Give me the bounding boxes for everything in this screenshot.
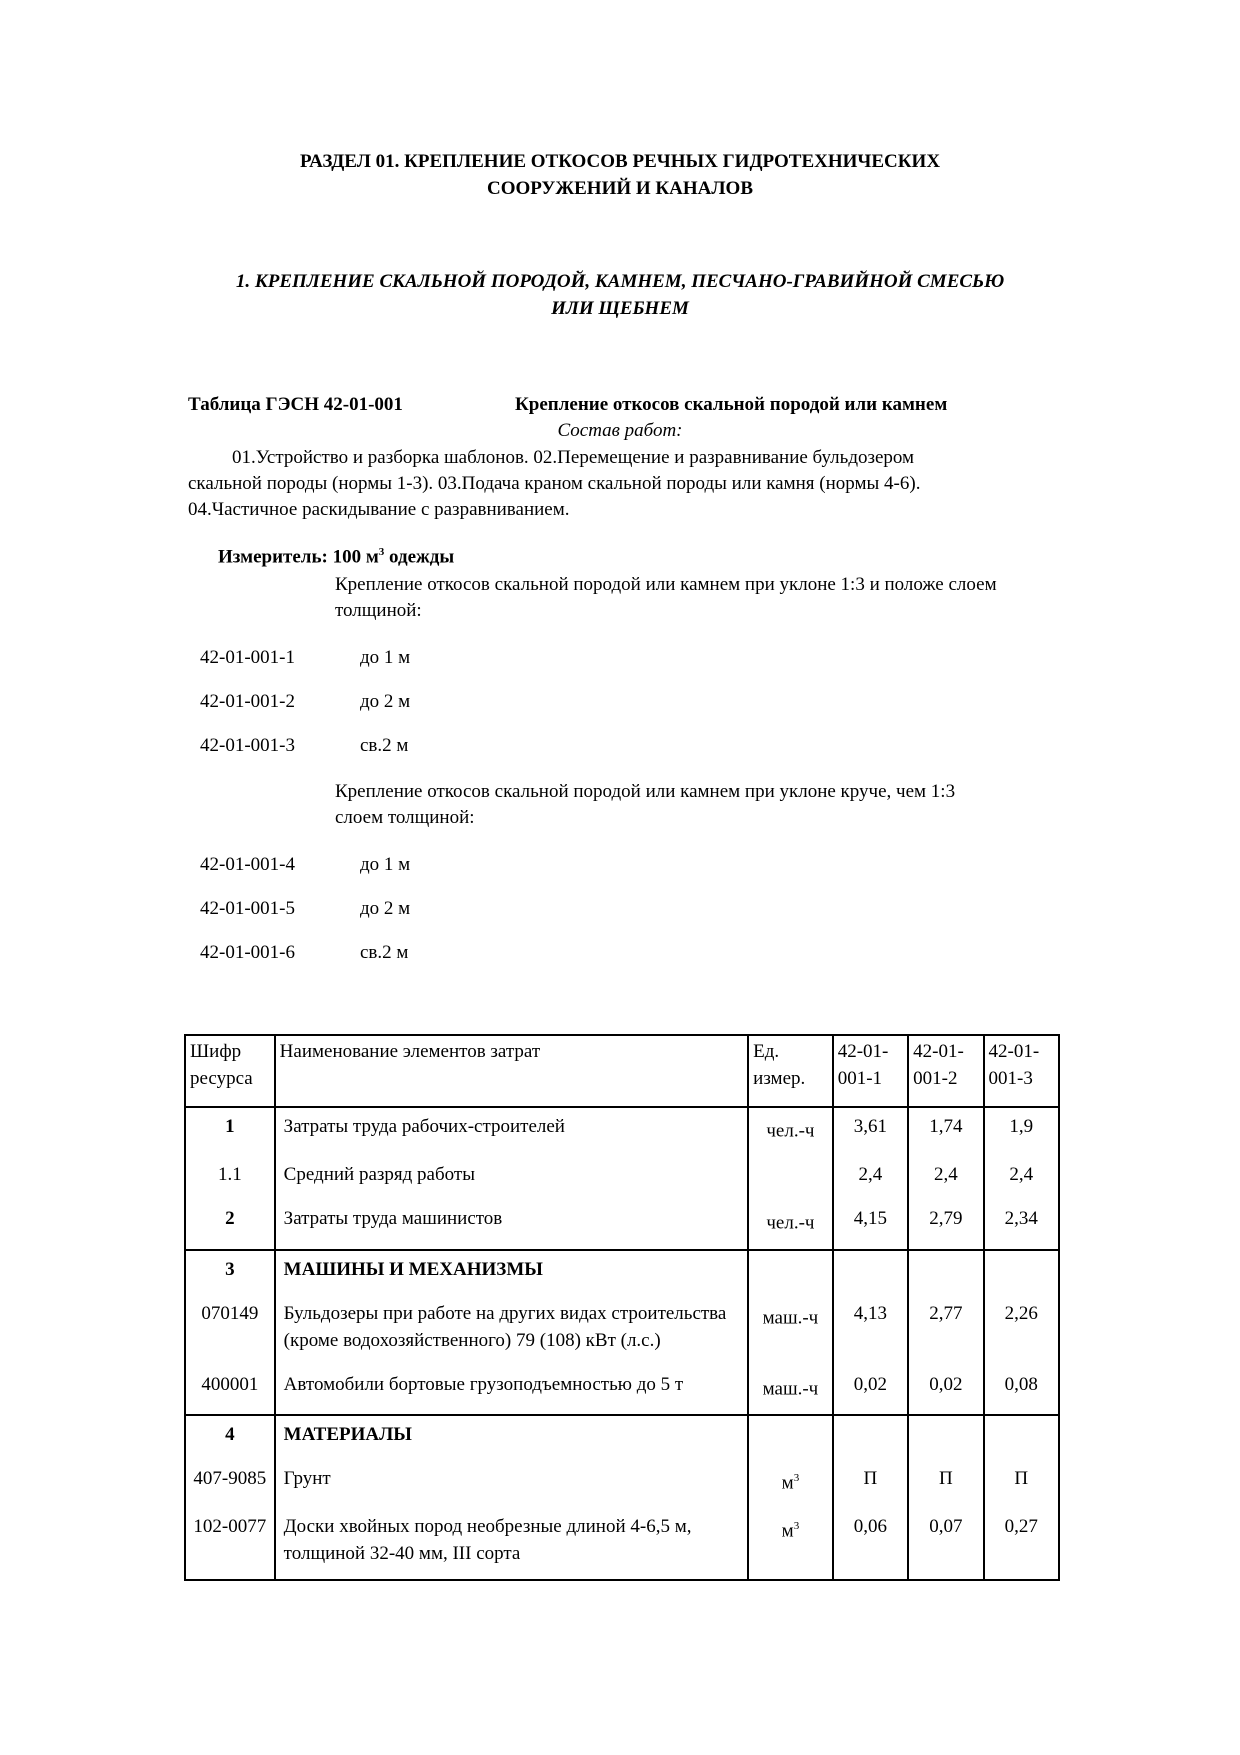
header-code-line: ресурса	[190, 1068, 253, 1089]
header-code	[185, 1035, 275, 1107]
cell-value: 0,06	[833, 1508, 908, 1580]
header-unit-line: Ед.	[753, 1041, 780, 1062]
norm-group-description-line: Крепление откосов скальной породой или камнем при уклоне круче, чем 1:3	[335, 781, 956, 802]
cell-code: 1	[185, 1107, 275, 1156]
norm-code: 42-01-001-5	[200, 898, 295, 919]
norm-item	[200, 854, 410, 876]
cell-code: 1.1	[185, 1156, 275, 1200]
section-title	[0, 148, 1240, 202]
cell-value: П	[984, 1460, 1059, 1508]
table-name: Крепление откосов скальной породой или камнем	[515, 394, 948, 415]
unit-text: м	[781, 1472, 794, 1494]
cell-code: 400001	[185, 1366, 275, 1415]
composition-heading: Состав работ:	[557, 420, 683, 441]
unit-text: маш.-ч	[762, 1306, 819, 1328]
header-norm-2	[908, 1035, 983, 1107]
subsection-title-line-2: ИЛИ ЩЕБНЕМ	[551, 298, 689, 319]
cell-value: П	[908, 1460, 983, 1508]
cell-unit	[748, 1366, 833, 1415]
cell-value	[908, 1415, 983, 1460]
header-name: Наименование элементов затрат	[275, 1035, 748, 1107]
norm-item	[200, 647, 410, 669]
header-norm-line: 001-1	[837, 1068, 883, 1089]
cell-value: 3,61	[833, 1107, 908, 1156]
composition-line-2: скальной породы (нормы 1-3). 03.Подача краном скальной породы или камня (нормы 4-6).	[188, 473, 921, 494]
cell-unit	[748, 1415, 833, 1460]
cell-value: 0,27	[984, 1508, 1059, 1580]
table-caption: Таблица ГЭСН 42-01-001	[188, 394, 403, 415]
cell-value: 2,79	[908, 1200, 983, 1249]
meter-sup: 3	[378, 546, 385, 558]
header-unit	[748, 1035, 833, 1107]
cell-code: 070149	[185, 1295, 275, 1366]
cell-code: 2	[185, 1200, 275, 1249]
norm-code: 42-01-001-4	[200, 854, 295, 875]
table-row	[185, 1295, 1059, 1366]
header-code-line: Шифр	[190, 1041, 242, 1062]
cell-value: 0,02	[908, 1366, 983, 1415]
table-row	[185, 1250, 1059, 1295]
norm-code: 42-01-001-6	[200, 942, 295, 963]
header-norm-line: 001-3	[988, 1068, 1033, 1089]
table-row	[185, 1366, 1059, 1415]
norm-label: св.2 м	[360, 942, 409, 963]
cell-value: 0,02	[833, 1366, 908, 1415]
unit-text: чел.-ч	[766, 1120, 815, 1142]
norm-item	[200, 691, 410, 713]
cell-value: 2,4	[833, 1156, 908, 1200]
norm-group-description-line: слоем толщиной:	[335, 807, 475, 828]
cell-name: Грунт	[275, 1460, 748, 1508]
unit-text: м	[781, 1520, 794, 1542]
cell-name: Доски хвойных пород необрезные длиной 4-6,5 м, толщиной 32-40 мм, III сорта	[275, 1508, 748, 1580]
norm-code: 42-01-001-3	[200, 735, 295, 756]
cell-value: 2,4	[984, 1156, 1059, 1200]
cell-unit	[748, 1508, 833, 1580]
cell-unit	[748, 1295, 833, 1366]
norm-item	[200, 942, 408, 964]
norm-label: до 1 м	[360, 854, 411, 875]
meter	[218, 546, 454, 568]
cell-value: 0,07	[908, 1508, 983, 1580]
norm-item	[200, 735, 408, 757]
composition-text	[188, 445, 1018, 523]
unit-sup: 3	[793, 1471, 800, 1484]
resource-table	[184, 1034, 1060, 1581]
cell-unit	[748, 1200, 833, 1249]
cell-value: 4,15	[833, 1200, 908, 1249]
cell-name: Затраты труда рабочих-строителей	[275, 1107, 748, 1156]
cell-code: 407-9085	[185, 1460, 275, 1508]
norm-group-description-line: Крепление откосов скальной породой или камнем при уклоне 1:3 и положе слоем	[335, 574, 997, 595]
table-row	[185, 1508, 1059, 1580]
header-norm-line: 001-2	[913, 1068, 958, 1089]
norm-group-description-line: толщиной:	[335, 600, 422, 621]
cell-name: МАТЕРИАЛЫ	[275, 1415, 748, 1460]
cell-name: Бульдозеры при работе на других видах строительства (кроме водохозяйственного) 79 (108) кВт (л.с.)	[275, 1295, 748, 1366]
norm-group-description	[335, 572, 1075, 624]
cell-value	[833, 1415, 908, 1460]
cell-value	[984, 1415, 1059, 1460]
cell-value: П	[833, 1460, 908, 1508]
cell-value	[833, 1250, 908, 1295]
cell-code: 3	[185, 1250, 275, 1295]
subsection-title-line-1: 1. КРЕПЛЕНИЕ СКАЛЬНОЙ ПОРОДОЙ, КАМНЕМ, ПЕСЧАНО-ГРАВИЙНОЙ СМЕСЬЮ	[235, 271, 1005, 292]
cell-name: Затраты труда машинистов	[275, 1200, 748, 1249]
subsection-title	[0, 268, 1240, 322]
cell-unit	[748, 1107, 833, 1156]
norm-label: до 2 м	[360, 898, 411, 919]
cell-value: 2,34	[984, 1200, 1059, 1249]
cell-value: 2,4	[908, 1156, 983, 1200]
cell-value: 2,77	[908, 1295, 983, 1366]
header-norm-line: 42-01-	[837, 1041, 889, 1062]
table-row	[185, 1156, 1059, 1200]
cell-code: 102-0077	[185, 1508, 275, 1580]
cell-unit	[748, 1460, 833, 1508]
cell-value	[984, 1250, 1059, 1295]
norm-label: до 1 м	[360, 647, 411, 668]
norm-label: до 2 м	[360, 691, 411, 712]
unit-text: маш.-ч	[762, 1377, 819, 1399]
table-header-row	[185, 1035, 1059, 1107]
cell-name: МАШИНЫ И МЕХАНИЗМЫ	[275, 1250, 748, 1295]
unit-text: чел.-ч	[766, 1212, 815, 1234]
norm-item	[200, 898, 410, 920]
unit-sup: 3	[793, 1520, 800, 1533]
cell-unit	[748, 1156, 833, 1200]
norm-code: 42-01-001-2	[200, 691, 295, 712]
meter-prefix: Измеритель: 100 м	[218, 546, 379, 568]
table-row	[185, 1415, 1059, 1460]
header-norm-1	[833, 1035, 908, 1107]
cell-code: 4	[185, 1415, 275, 1460]
header-unit-line: измер.	[753, 1068, 806, 1089]
composition-line-1: 01.Устройство и разборка шаблонов. 02.Перемещение и разравнивание бульдозером	[232, 447, 915, 468]
composition-line-3: 04.Частичное раскидывание с разравниванием.	[188, 499, 570, 520]
meter-suffix: одежды	[384, 546, 455, 568]
section-title-line-2: СООРУЖЕНИЙ И КАНАЛОВ	[486, 178, 754, 199]
cell-unit	[748, 1250, 833, 1295]
cell-value: 2,26	[984, 1295, 1059, 1366]
cell-name: Автомобили бортовые грузоподъемностью до 5 т	[275, 1366, 748, 1415]
norm-code: 42-01-001-1	[200, 647, 295, 668]
cell-value: 4,13	[833, 1295, 908, 1366]
table-row	[185, 1460, 1059, 1508]
table-row	[185, 1107, 1059, 1156]
cell-name: Средний разряд работы	[275, 1156, 748, 1200]
norm-label: св.2 м	[360, 735, 409, 756]
norm-group-description	[335, 779, 1075, 831]
section-title-line-1: РАЗДЕЛ 01. КРЕПЛЕНИЕ ОТКОСОВ РЕЧНЫХ ГИДРОТЕХНИЧЕСКИХ	[299, 151, 941, 172]
cell-value	[908, 1250, 983, 1295]
table-row	[185, 1200, 1059, 1249]
header-norm-line: 42-01-	[988, 1041, 1040, 1062]
cell-value: 1,74	[908, 1107, 983, 1156]
cell-value: 0,08	[984, 1366, 1059, 1415]
header-norm-line: 42-01-	[913, 1041, 964, 1062]
header-norm-3	[984, 1035, 1059, 1107]
cell-value: 1,9	[984, 1107, 1059, 1156]
